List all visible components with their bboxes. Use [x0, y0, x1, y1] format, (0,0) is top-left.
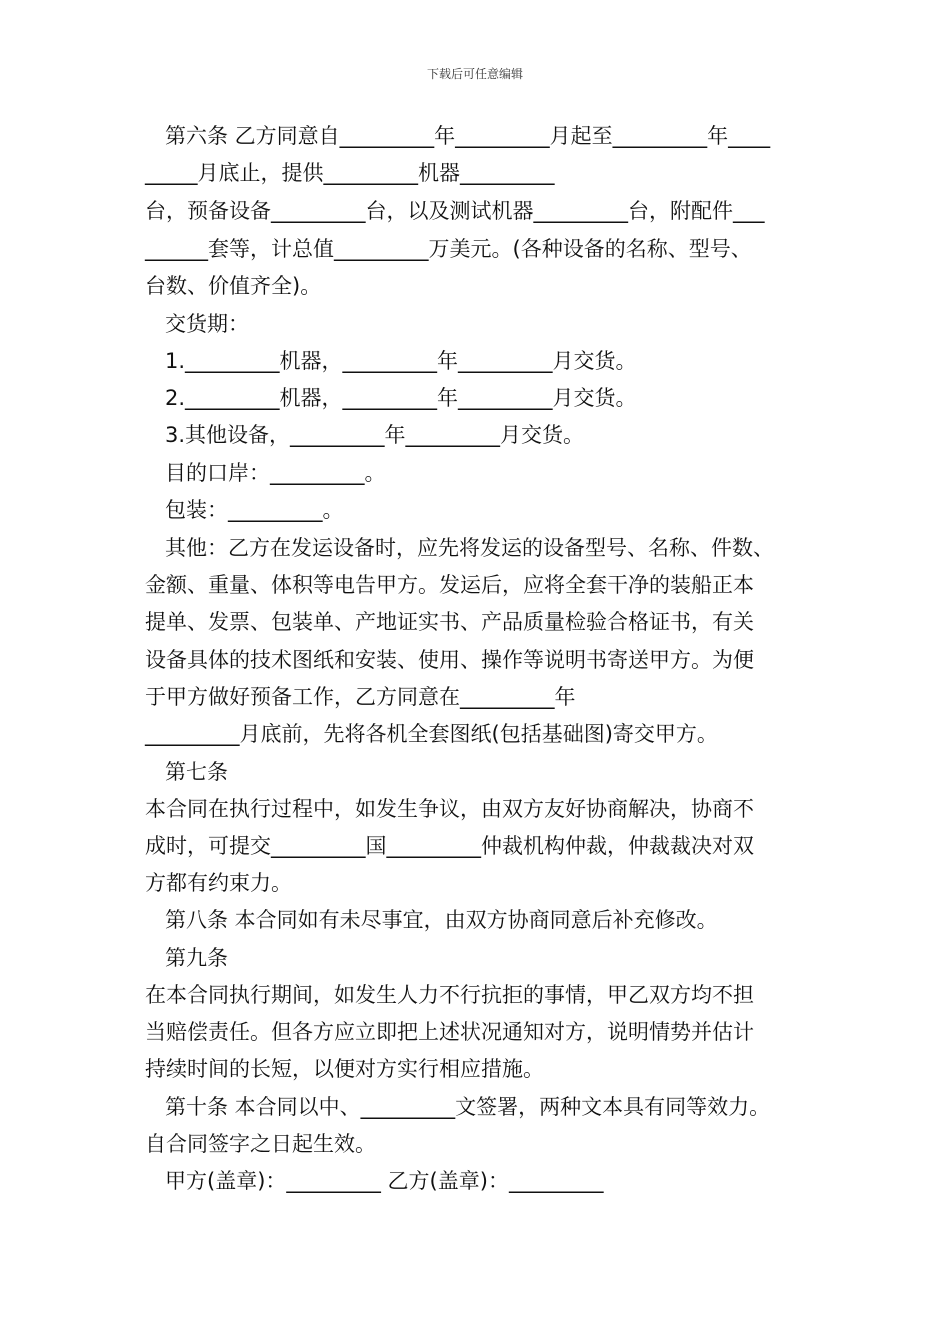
others-line-6: _________月底前，先将各机全套图纸(包括基础图)寄交甲方。	[145, 722, 718, 746]
article-10-line-2: 自合同签字之日起生效。	[145, 1132, 376, 1156]
article-8: 第八条 本合同如有未尽事宜，由双方协商同意后补充修改。	[165, 908, 718, 932]
article-6-line-3: 台，预备设备_________台，以及测试机器_________台，附配件___	[145, 199, 765, 223]
article-7-line-3: 方都有约束力。	[145, 871, 292, 895]
delivery-item-2: 2._________机器，_________年_________月交货。	[165, 386, 637, 410]
packaging: 包装：_________。	[165, 498, 344, 522]
article-7-line-2: 成时，可提交_________国_________仲裁机构仲裁，仲裁裁决对双	[145, 834, 754, 858]
article-10-line-1: 第十条 本合同以中、_________文签署，两种文本具有同等效力。	[165, 1095, 771, 1119]
delivery-period-heading: 交货期：	[165, 312, 249, 336]
article-6-line-4: ______套等，计总值_________万美元。(各种设备的名称、型号、	[145, 237, 752, 261]
others-line-1: 其他：乙方在发运设备时，应先将发运的设备型号、名称、件数、	[165, 536, 774, 560]
signature-line: 甲方(盖章)：_________ 乙方(盖章)：_________	[165, 1169, 604, 1193]
article-7-line-1: 本合同在执行过程中，如发生争议，由双方友好协商解决，协商不	[145, 797, 754, 821]
page-header-note: 下载后可任意编辑	[426, 67, 523, 81]
article-6-line-5: 台数、价值齐全)。	[145, 274, 322, 298]
others-line-2: 金额、重量、体积等电告甲方。发运后，应将全套干净的装船正本	[145, 573, 754, 597]
destination-port: 目的口岸：_________。	[165, 461, 386, 485]
delivery-item-1: 1._________机器，_________年_________月交货。	[165, 349, 637, 373]
article-6-line-2: _____月底止，提供_________机器_________	[145, 161, 555, 185]
article-9-line-3: 持续时间的长短，以便对方实行相应措施。	[145, 1057, 544, 1081]
article-6-line-1: 第六条 乙方同意自_________年_________月起至_________年____	[165, 124, 771, 148]
others-line-4: 设备具体的技术图纸和安装、使用、操作等说明书寄送甲方。为便	[145, 648, 754, 672]
article-9-line-1: 在本合同执行期间，如发生人力不行抗拒的事情，甲乙双方均不担	[145, 983, 754, 1007]
article-7-heading: 第七条	[165, 760, 228, 784]
delivery-item-3: 3.其他设备，_________年_________月交货。	[165, 423, 585, 447]
others-line-3: 提单、发票、包装单、产地证实书、产品质量检验合格证书，有关	[145, 610, 754, 634]
others-line-5: 于甲方做好预备工作，乙方同意在_________年	[145, 685, 576, 709]
article-9-line-2: 当赔偿责任。但各方应立即把上述状况通知对方，说明情势并估计	[145, 1020, 754, 1044]
article-9-heading: 第九条	[165, 946, 228, 970]
